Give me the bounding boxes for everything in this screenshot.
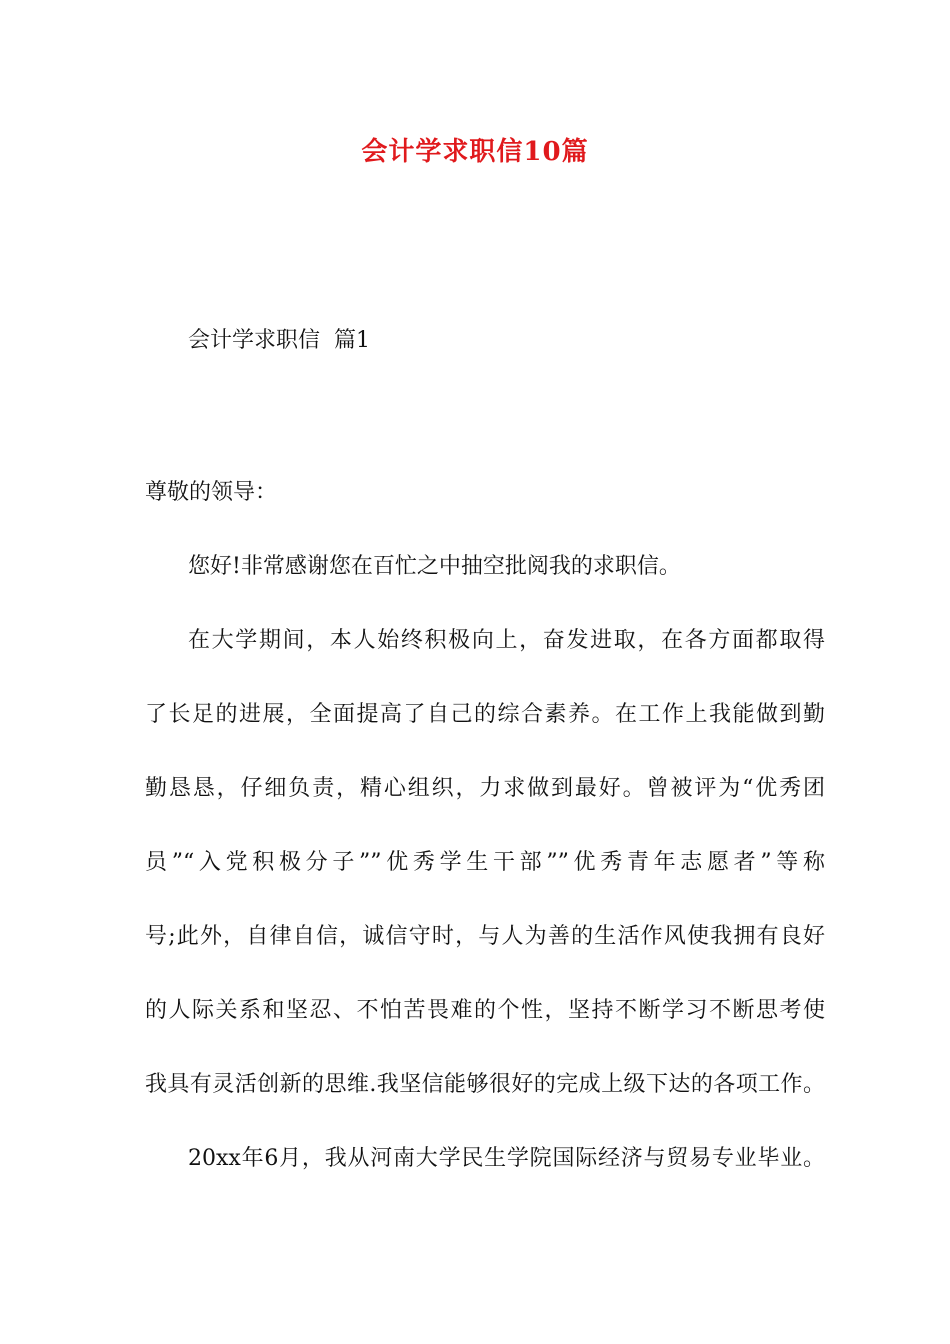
document-title: 会计学求职信10篇	[361, 137, 589, 167]
paragraph-line: 您好!非常感谢您在百忙之中抽空批阅我的求职信。	[188, 554, 681, 579]
section-heading: 会计学求职信 篇1	[188, 328, 370, 353]
paragraph-line: 了长足的进展，全面提高了自己的综合素养。在工作上我能做到勤	[145, 702, 825, 727]
paragraph-line: 勤恳恳，仔细负责，精心组织，力求做到最好。曾被评为“优秀团	[145, 776, 825, 801]
paragraph-line: 我具有灵活创新的思维.我坚信能够很好的完成上级下达的各项工作。	[145, 1072, 825, 1097]
paragraph-line: 20xx年6月，我从河南大学民生学院国际经济与贸易专业毕业。	[188, 1146, 825, 1171]
salutation: 尊敬的领导：	[145, 480, 278, 505]
paragraph-line: 在大学期间，本人始终积极向上，奋发进取，在各方面都取得	[188, 628, 825, 653]
paragraph-line: 的人际关系和坚忍、不怕苦畏难的个性，坚持不断学习不断思考使	[145, 998, 825, 1023]
paragraph-line: 号;此外，自律自信，诚信守时，与人为善的生活作风使我拥有良好	[145, 924, 825, 949]
paragraph-line: 员”“入党积极分子””优秀学生干部””优秀青年志愿者”等称	[145, 850, 825, 875]
